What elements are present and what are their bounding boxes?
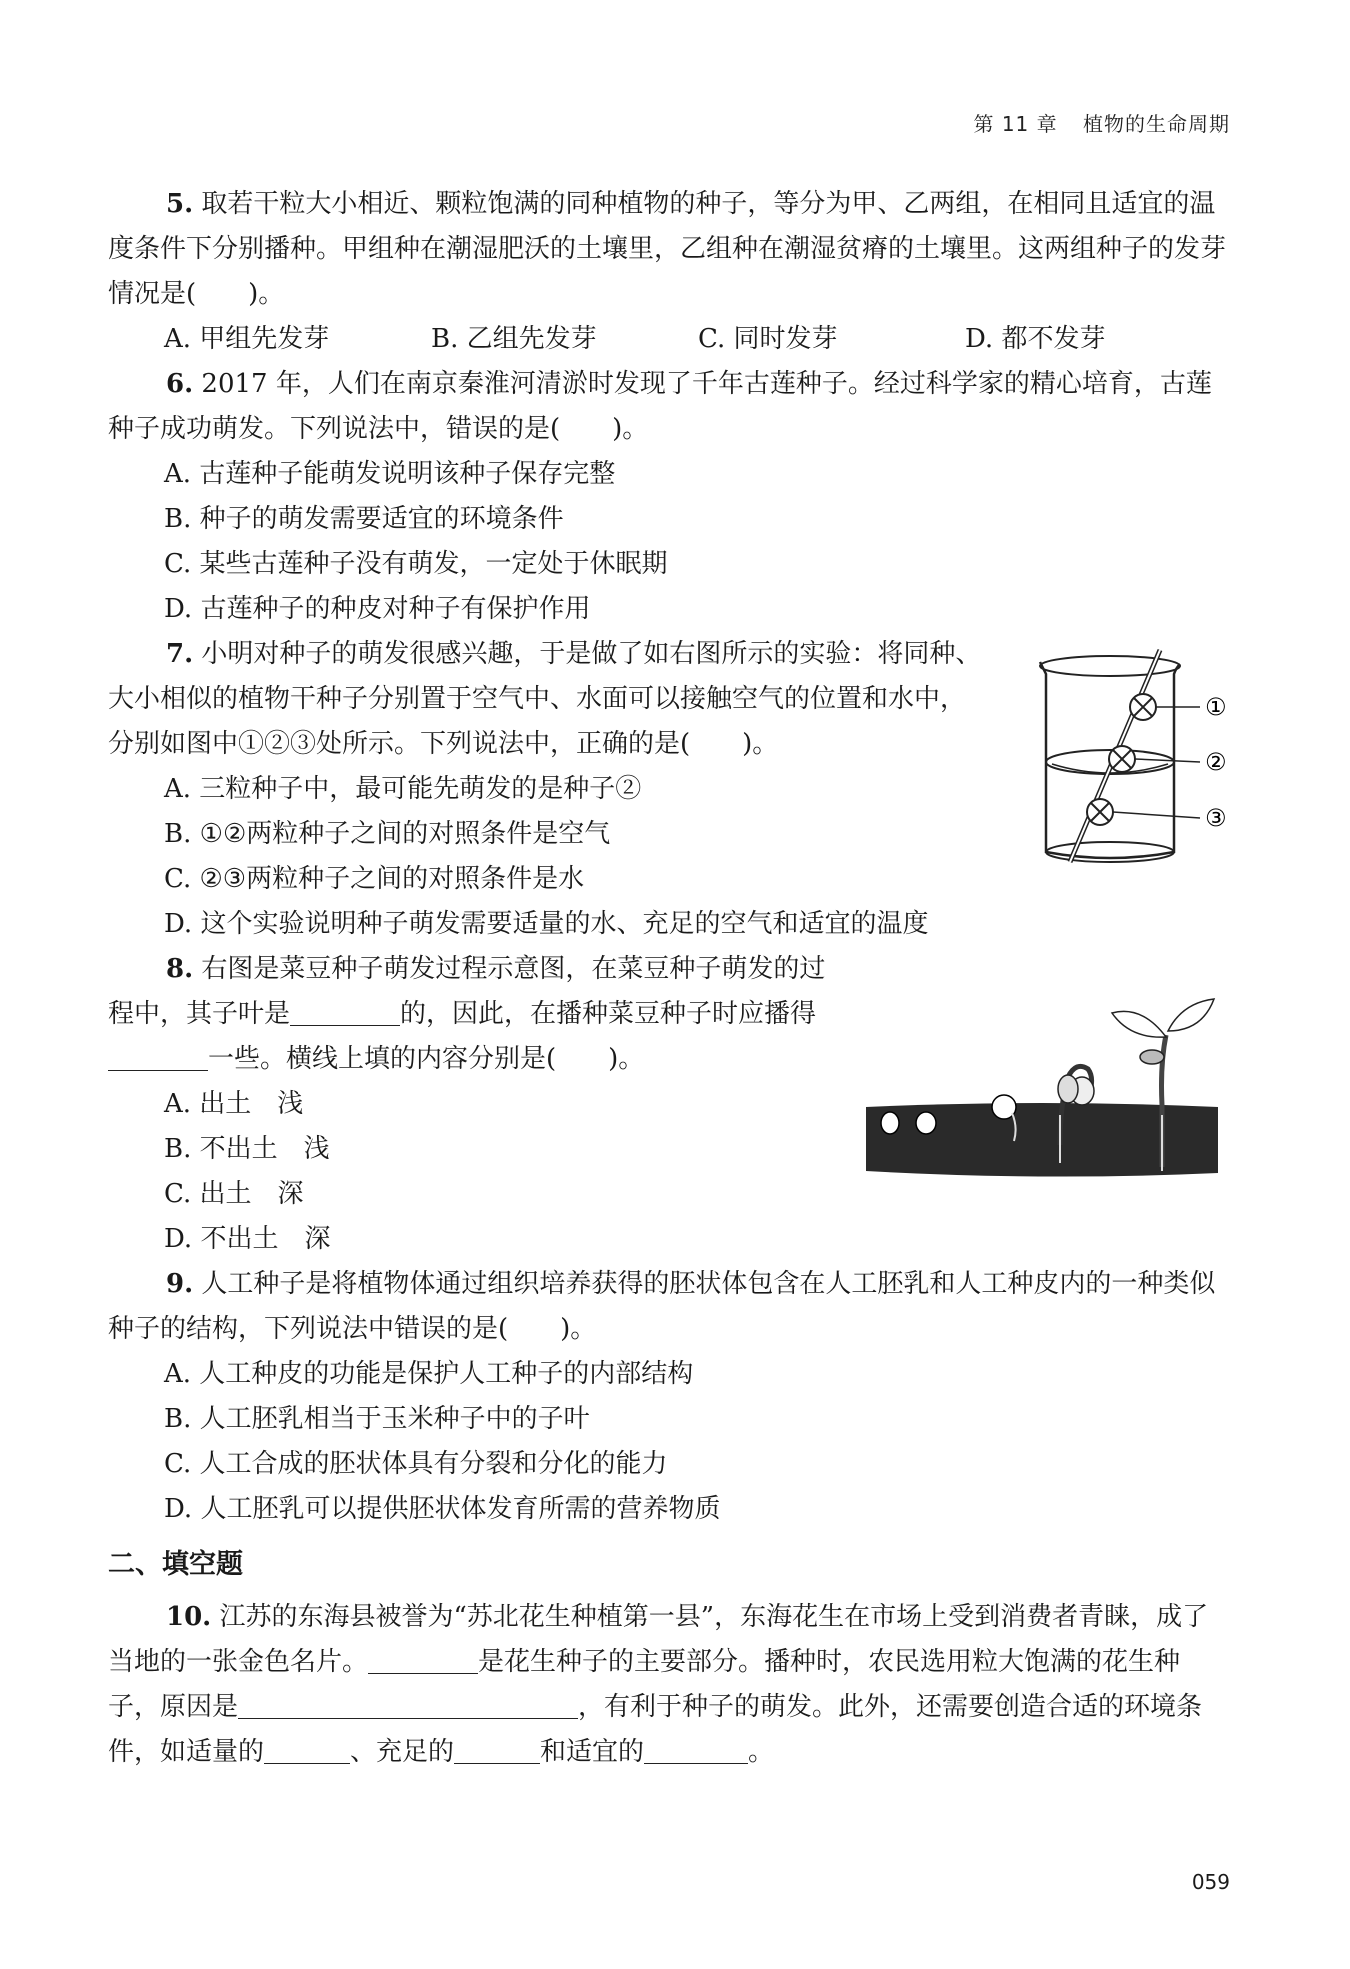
section-heading: 二、填空题 (108, 1549, 243, 1580)
label-1: ① (1205, 693, 1227, 721)
question-number: 10. (166, 1602, 212, 1632)
question-5 (108, 182, 1232, 362)
question-number: 7. (166, 639, 194, 669)
question-number: 9. (166, 1269, 194, 1299)
question-number: 6. (166, 369, 194, 399)
label-3: ③ (1205, 804, 1227, 832)
option-d: D. 人工胚乳可以提供胚状体发育所需的营养物质 (164, 1494, 721, 1524)
soil (866, 1103, 1218, 1177)
beaker-experiment-figure (1030, 642, 1240, 872)
question-text-3: ，有利于种子的萌发。此外，还需要创造合适的环境条件，如适量的 (108, 1692, 1203, 1767)
question-stem: 人工种子是将植物体通过组织培养获得的胚状体包含在人工胚乳和人工种皮内的一种类似种子的结构，下列说法中错误的是( )。 (108, 1269, 1216, 1344)
question-stem-b: 的，因此，在播种菜豆种子时应播得 (400, 999, 817, 1029)
answer-blank[interactable] (454, 1737, 540, 1764)
question-text-6: 。 (748, 1737, 775, 1767)
question-6 (108, 362, 1232, 632)
question-stem: 小明对种子的萌发很感兴趣，于是做了如右图所示的实验：将同种、大小相似的植物干种子分别置于空气中、水面可以接触空气的位置和水中，分别如图中①②③处所示。下列说法中，正确的是( )。 (108, 639, 982, 759)
seed-2 (1109, 746, 1135, 772)
option-row (108, 317, 1232, 362)
option-a: A. 人工种皮的功能是保护人工种子的内部结构 (164, 1359, 694, 1389)
option-d: D. 古莲种子的种皮对种子有保护作用 (164, 594, 591, 624)
content (108, 182, 1232, 1775)
leaf-left (1112, 1011, 1166, 1037)
option-c: C. 某些古莲种子没有萌发，一定处于休眠期 (164, 549, 668, 579)
option-d: D. 都不发芽 (965, 324, 1106, 354)
question-text-4: 、充足的 (350, 1737, 455, 1767)
seed-1 (1130, 694, 1156, 720)
answer-blank[interactable] (264, 1737, 350, 1764)
option-a: A. 三粒种子中，最可能先萌发的是种子② (164, 774, 642, 804)
option-a: A. 古莲种子能萌发说明该种子保存完整 (164, 459, 616, 489)
question-number: 5. (166, 189, 194, 219)
answer-blank[interactable] (108, 1044, 208, 1071)
answer-blank[interactable] (644, 1737, 748, 1764)
option-b: B. ①②两粒种子之间的对照条件是空气 (164, 819, 611, 849)
question-stem: 2017 年，人们在南京秦淮河清淤时发现了千年古莲种子。经过科学家的精心培育，古莲种子成功萌发。下列说法中，错误的是( )。 (108, 369, 1212, 444)
option-c: C. 同时发芽 (698, 324, 838, 354)
chapter-title: 植物的生命周期 (1083, 112, 1230, 136)
bean-germination-figure (862, 995, 1222, 1185)
question-text-5: 和适宜的 (540, 1737, 645, 1767)
chapter-header (973, 108, 1230, 137)
question-text-1: 江苏的东海县被誉为“苏北花生种植第一县”，东海花生在市场上受到消费者青睐，成了当地的一张金色名片。 (108, 1602, 1209, 1677)
option-c: C. 出土 深 (164, 1179, 304, 1209)
option-b: B. 种子的萌发需要适宜的环境条件 (164, 504, 564, 534)
option-d: D. 这个实验说明种子萌发需要适量的水、充足的空气和适宜的温度 (164, 909, 929, 939)
chapter-number: 第 11 章 (973, 112, 1058, 136)
option-b: B. 乙组先发芽 (431, 324, 597, 354)
answer-blank[interactable] (368, 1647, 478, 1674)
answer-blank[interactable] (238, 1692, 578, 1719)
option-d: D. 不出土 深 (164, 1224, 331, 1254)
option-b: B. 不出土 浅 (164, 1134, 330, 1164)
cotyledon (1140, 1050, 1164, 1064)
option-a: A. 出土 浅 (164, 1089, 304, 1119)
option-a: A. 甲组先发芽 (164, 324, 330, 354)
seed-stage-2 (916, 1112, 936, 1134)
question-number: 8. (166, 954, 194, 984)
beaker-rim (1040, 656, 1180, 676)
question-stem: 取若干粒大小相近、颗粒饱满的同种植物的种子，等分为甲、乙两组，在相同且适宜的温度条件下分别播种。甲组种在潮湿肥沃的土壤里，乙组种在潮湿贫瘠的土壤里。这两组种子的发芽情况是( )。 (108, 189, 1227, 309)
answer-blank[interactable] (290, 999, 400, 1026)
question-9 (108, 1262, 1232, 1532)
option-c: C. ②③两粒种子之间的对照条件是水 (164, 864, 585, 894)
option-b: B. 人工胚乳相当于玉米种子中的子叶 (164, 1404, 590, 1434)
seed-3 (1087, 799, 1113, 825)
label-2: ② (1205, 748, 1227, 776)
leaf-right (1168, 999, 1214, 1031)
question-stem-a: 右图是菜豆种子萌发过程示意图，在菜豆种子萌发的过程中，其子叶是 (108, 954, 826, 1029)
question-10 (108, 1595, 1232, 1775)
question-text-2: 是花生种子的主要部分。播种时，农民选用粒大饱满的花生种子，原因是 (108, 1647, 1181, 1722)
page-number: 059 (1191, 1870, 1230, 1894)
option-c: C. 人工合成的胚状体具有分裂和分化的能力 (164, 1449, 668, 1479)
seed-stage-1 (881, 1112, 899, 1134)
question-stem-c: 一些。横线上填的内容分别是( )。 (208, 1044, 645, 1074)
